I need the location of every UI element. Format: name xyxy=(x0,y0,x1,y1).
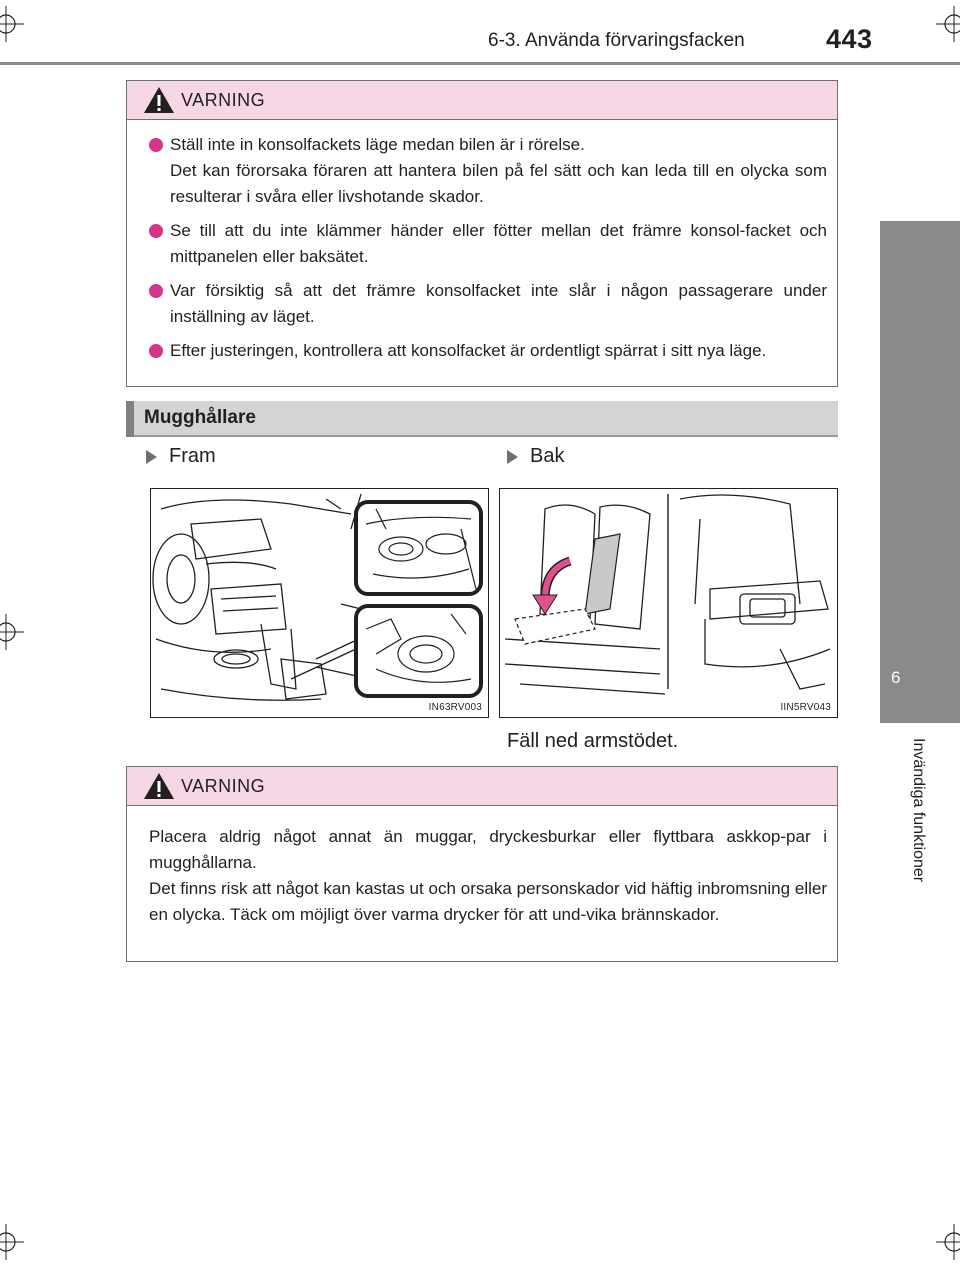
bullet-icon xyxy=(149,284,163,298)
rear-cup-holder-illustration xyxy=(500,489,837,717)
warning-header xyxy=(127,81,837,120)
warning-triangle-icon xyxy=(143,86,175,114)
bullet-icon xyxy=(149,224,163,238)
arrow-right-icon xyxy=(507,450,518,464)
chapter-number: 6 xyxy=(891,668,901,687)
warning-paragraph: Placera aldrig något annat än muggar, dryckesburkar eller flyttbara askkop-par i mugghållarna. xyxy=(149,827,827,872)
figure-caption-rear: Fäll ned armstödet. xyxy=(507,730,679,752)
header-rule xyxy=(0,62,960,65)
registration-mark-icon xyxy=(0,1224,24,1260)
registration-mark-icon xyxy=(936,1224,960,1260)
arrow-right-icon xyxy=(146,450,157,464)
warning-triangle-icon xyxy=(143,772,175,800)
warning-item-text: Ställ inte in konsolfackets läge medan bilen är i rörelse. Det kan förorsaka föraren att hantera bilen på fel sätt och kan leda till en olycka som resulterar i svåra eller livshotande skador. xyxy=(170,135,827,206)
section-heading-bar xyxy=(126,401,134,437)
registration-mark-icon xyxy=(936,6,960,42)
warning-title: VARNING xyxy=(181,775,266,796)
warning-box-cup-holder xyxy=(126,766,838,962)
warning-list-item xyxy=(149,278,827,330)
section-heading xyxy=(126,401,838,437)
warning-body xyxy=(127,806,837,928)
figure-code-rear: IIN5RV043 xyxy=(780,702,831,713)
warning-paragraph: Det finns risk att något kan kastas ut och orsaka personskador vid häftig inbromsning eller en olycka. Täck om möjligt över varma drycker för att und-vika brännskador. xyxy=(149,879,827,924)
warning-item-text: Var försiktig så att det främre konsolfacket inte slår i någon passagerare under inställning av läget. xyxy=(170,281,827,326)
figure-front-cup-holder xyxy=(150,488,489,718)
figure-label-rear xyxy=(507,445,564,468)
warning-item-text: Se till att du inte klämmer händer eller fötter mellan det främre konsol-facket och mittpanelen eller baksätet. xyxy=(170,221,827,266)
bullet-icon xyxy=(149,138,163,152)
chapter-title: Invändiga funktioner xyxy=(910,738,927,883)
warning-box-console xyxy=(126,80,838,387)
warning-body xyxy=(127,120,837,364)
warning-header xyxy=(127,767,837,806)
figure-label-front xyxy=(146,445,216,468)
section-title: Mugghållare xyxy=(144,407,256,428)
registration-mark-icon xyxy=(0,614,24,650)
front-cup-holder-illustration xyxy=(151,489,488,717)
warning-list-item xyxy=(149,132,827,210)
figure-label-rear-text: Bak xyxy=(530,445,565,467)
running-header-section: 6-3. Använda förvaringsfacken xyxy=(488,30,745,51)
figure-rear-cup-holder xyxy=(499,488,838,718)
warning-list-item xyxy=(149,218,827,270)
warning-item-text: Efter justeringen, kontrollera att konsolfacket är ordentligt spärrat i sitt nya läge. xyxy=(170,341,767,360)
figure-code-front: IN63RV003 xyxy=(428,702,482,713)
chapter-side-tab xyxy=(880,221,960,723)
registration-mark-icon xyxy=(0,6,24,42)
warning-list-item xyxy=(149,338,827,364)
page-number: 443 xyxy=(826,24,873,54)
figure-label-front-text: Fram xyxy=(169,445,216,467)
bullet-icon xyxy=(149,344,163,358)
warning-title: VARNING xyxy=(181,89,266,110)
